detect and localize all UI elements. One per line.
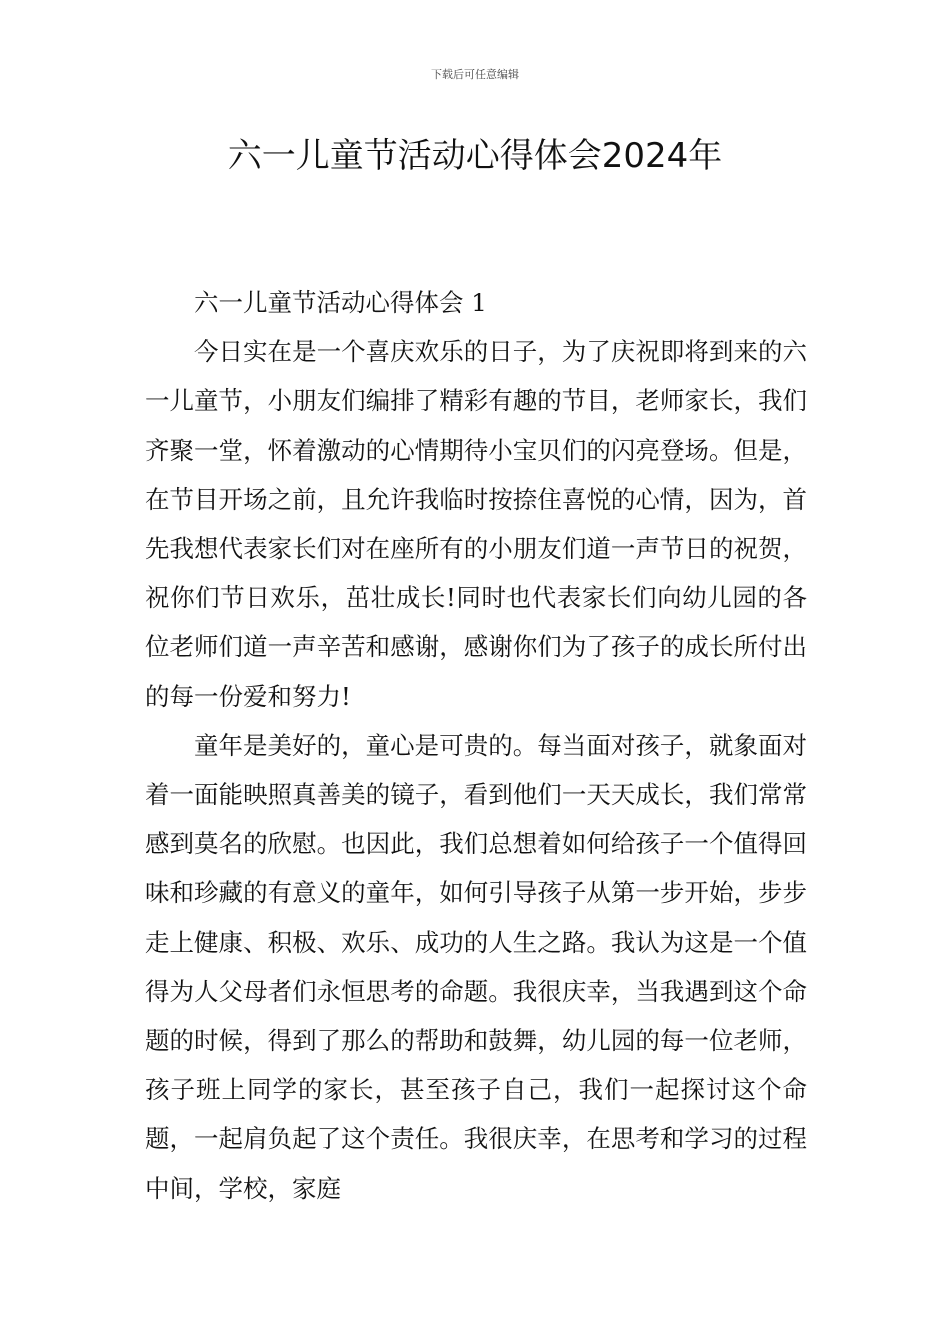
paragraph-1: 今日实在是一个喜庆欢乐的日子，为了庆祝即将到来的六一儿童节，小朋友们编排了精彩有趣的节目，老师家长，我们齐聚一堂，怀着激动的心情期待小宝贝们的闪亮登场。但是，在节目开场之前，且允许我临时按捺住喜悦的心情，因为，首先我想代表家长们对在座所有的小朋友们道一声节日的祝贺，祝你们节日欢乐，茁壮成长!同时也代表家长们向幼儿园的各位老师们道一声辛苦和感谢，感谢你们为了孩子的成长所付出的每一份爱和努力! — [145, 337, 807, 711]
paragraph-2: 童年是美好的，童心是可贵的。每当面对孩子，就象面对着一面能映照真善美的镜子，看到他们一天天成长，我们常常感到莫名的欣慰。也因此，我们总想着如何给孩子一个值得回味和珍藏的有意义的童年，如何引导孩子从第一步开始，步步走上健康、积极、欢乐、成功的人生之路。我认为这是一个值得为人父母者们永恒思考的命题。我很庆幸，当我遇到这个命题的时候，得到了那么的帮助和鼓舞，幼儿园的每一位老师，孩子班上同学的家长，甚至孩子自己，我们一起探讨这个命题，一起肩负起了这个责任。我很庆幸，在思考和学习的过程中间，学校，家庭 — [145, 730, 807, 1203]
header-note: 下载后可任意编辑 — [431, 68, 519, 81]
section-heading: 六一儿童节活动心得体会 1 — [194, 288, 487, 317]
document-body — [145, 278, 807, 1213]
page-title: 六一儿童节活动心得体会2024年 — [227, 136, 723, 176]
